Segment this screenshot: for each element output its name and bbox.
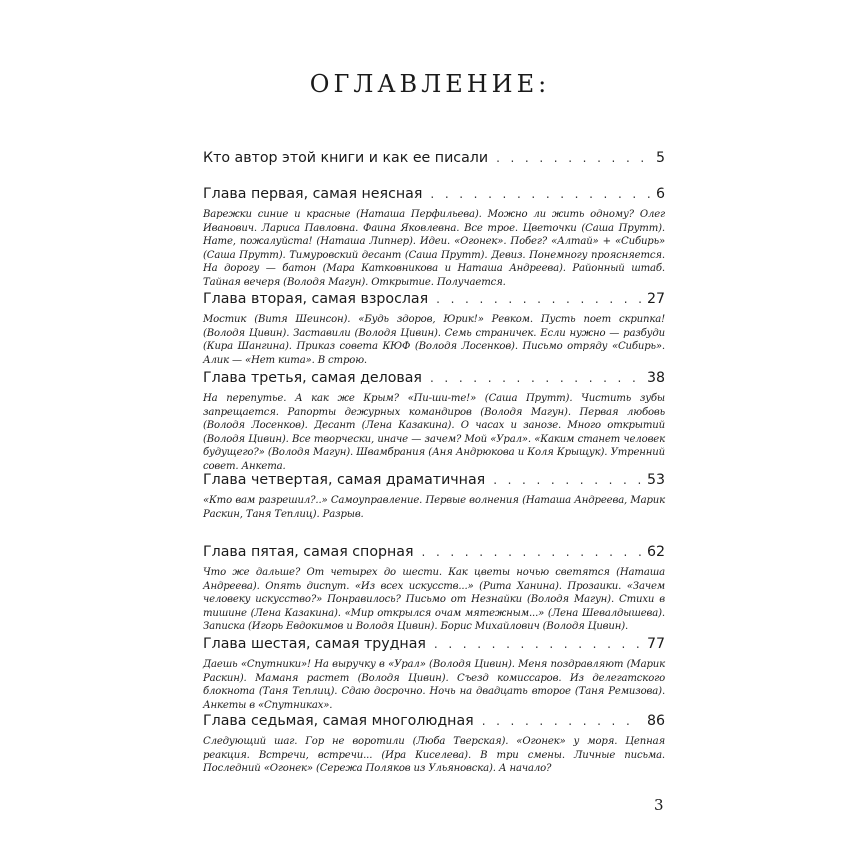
toc-entry	[203, 291, 665, 367]
entry-description: Следующий шаг. Гор не воротили (Люба Тверская). «Огонек» у моря. Цепная реакция. Встречи, встречи... (Ира Киселева). В три смены. Личные письма. Последний «Огонек» (Сережа Поляков из Ульяновска). А начало?	[203, 736, 665, 774]
entry-title: Глава первая, самая неясная	[203, 186, 423, 202]
entry-page-number: 62	[646, 544, 665, 560]
entry-page-number: 27	[646, 291, 665, 307]
toc-heading: ОГЛАВЛЕНИЕ:	[309, 70, 551, 98]
dot-leader	[482, 714, 641, 728]
entry-description: «Кто вам разрешил?..» Самоуправление. Первые волнения (Наташа Андреева, Марик Раскин, Таня Теплиц). Разрыв.	[203, 495, 665, 520]
entry-title-line	[203, 291, 665, 307]
toc-entry	[203, 150, 665, 166]
entry-description: Даешь «Спутники»! На выручку в «Урал» (Володя Цивин). Меня поздравляют (Марик Раскин). Маманя растет (Володя Цивин). Съезд комиссаров. Из делегатского блокнота (Таня Теплиц). Сдаю досрочно. Ночь на двадцать второе (Таня Ремизова). Анкеты в «Спутниках».	[203, 659, 665, 711]
entry-description: На перепутье. А как же Крым? «Пи-ши-те!» (Саша Прутт). Чистить зубы запрещается. Рапорты дежурных командиров (Володя Магун). Первая любовь (Володя Лосенков). Десант (Лена Казакина). О часах и занозе. Много открытий (Володя Цивин). Все творчески, иначе — зачем? Мой «Урал». «Каким станет человек будущего?» (Володя Магун). Швамбрания (Аня Андрюкова и Коля Крыщук). Утренний совет. Анкета.	[203, 393, 665, 472]
toc-entry	[203, 370, 665, 473]
entry-title-line	[203, 713, 665, 729]
entry-title: Глава четвертая, самая драматичная	[203, 472, 486, 488]
entry-page-number: 86	[646, 713, 665, 729]
toc-entry	[203, 636, 665, 712]
entry-page-number: 53	[646, 472, 665, 488]
entry-title-line	[203, 636, 665, 652]
toc-entry	[203, 544, 665, 634]
entry-title: Глава третья, самая деловая	[203, 370, 422, 386]
page-number: 3	[654, 796, 664, 814]
entry-page-number: 6	[655, 186, 665, 202]
entry-title-line	[203, 472, 665, 488]
entry-title-line	[203, 370, 665, 386]
entry-title: Глава седьмая, самая многолюдная	[203, 713, 474, 729]
entry-title: Кто автор этой книги и как ее писали	[203, 150, 489, 166]
dot-leader	[436, 292, 641, 306]
dot-leader	[430, 371, 641, 385]
entry-title: Глава пятая, самая спорная	[203, 544, 414, 560]
entry-title: Глава вторая, самая взрослая	[203, 291, 429, 307]
entry-page-number: 77	[646, 636, 665, 652]
dot-leader	[496, 151, 650, 165]
entry-page-number: 5	[655, 150, 665, 166]
entry-title: Глава шестая, самая трудная	[203, 636, 426, 652]
entry-title-line	[203, 150, 665, 166]
dot-leader	[430, 187, 650, 201]
dot-leader	[422, 545, 641, 559]
entry-description: Варежки синие и красные (Наташа Перфильева). Можно ли жить одному? Олег Иванович. Лариса Павловна. Фаина Яковлевна. Все трое. Цветочки (Саша Прутт). Нате, пожалуйста! (Наташа Липнер). Идеи. «Огонек». Побег? «Алтай» + «Сибирь» (Саша Прутт). Тимуровский десант (Саша Прутт). Девиз. Понемногу проясняется. На дорогу — батон (Мара Катковникова и Наташа Андреева). Районный штаб. Тайная вечеря (Володя Магун). Открытие. Получается.	[203, 209, 665, 288]
dot-leader	[434, 637, 641, 651]
toc-entry	[203, 186, 665, 289]
toc-entry	[203, 472, 665, 521]
toc-entry	[203, 713, 665, 776]
entry-description: Мостик (Витя Шеинсон). «Будь здоров, Юрик!» Ревком. Пусть поет скрипка! (Володя Цивин). Заставили (Володя Цивин). Семь страничек. Если нужно — разбуди (Кира Шангина). Приказ совета КЮФ (Володя Лосенков). Письмо отряду «Сибирь». Алик — «Нет кита». В строю.	[203, 314, 665, 366]
dot-leader	[493, 473, 641, 487]
entry-title-line	[203, 186, 665, 202]
entry-title-line	[203, 544, 665, 560]
entry-page-number: 38	[646, 370, 665, 386]
entry-description: Что же дальше? От четырех до шести. Как цветы ночью светятся (Наташа Андреева). Опять диспут. «Из всех искусств...» (Рита Ханина). Прозаики. «Зачем человеку искусство?» Понравилось? Письмо от Незнайки (Володя Магун). Стихи в тишине (Лена Казакина). «Мир открылся очам мятежным...» (Лена Шевалдышева). Записка (Игорь Евдокимов и Володя Цивин). Борис Михайлович (Володя Цивин).	[203, 567, 665, 632]
